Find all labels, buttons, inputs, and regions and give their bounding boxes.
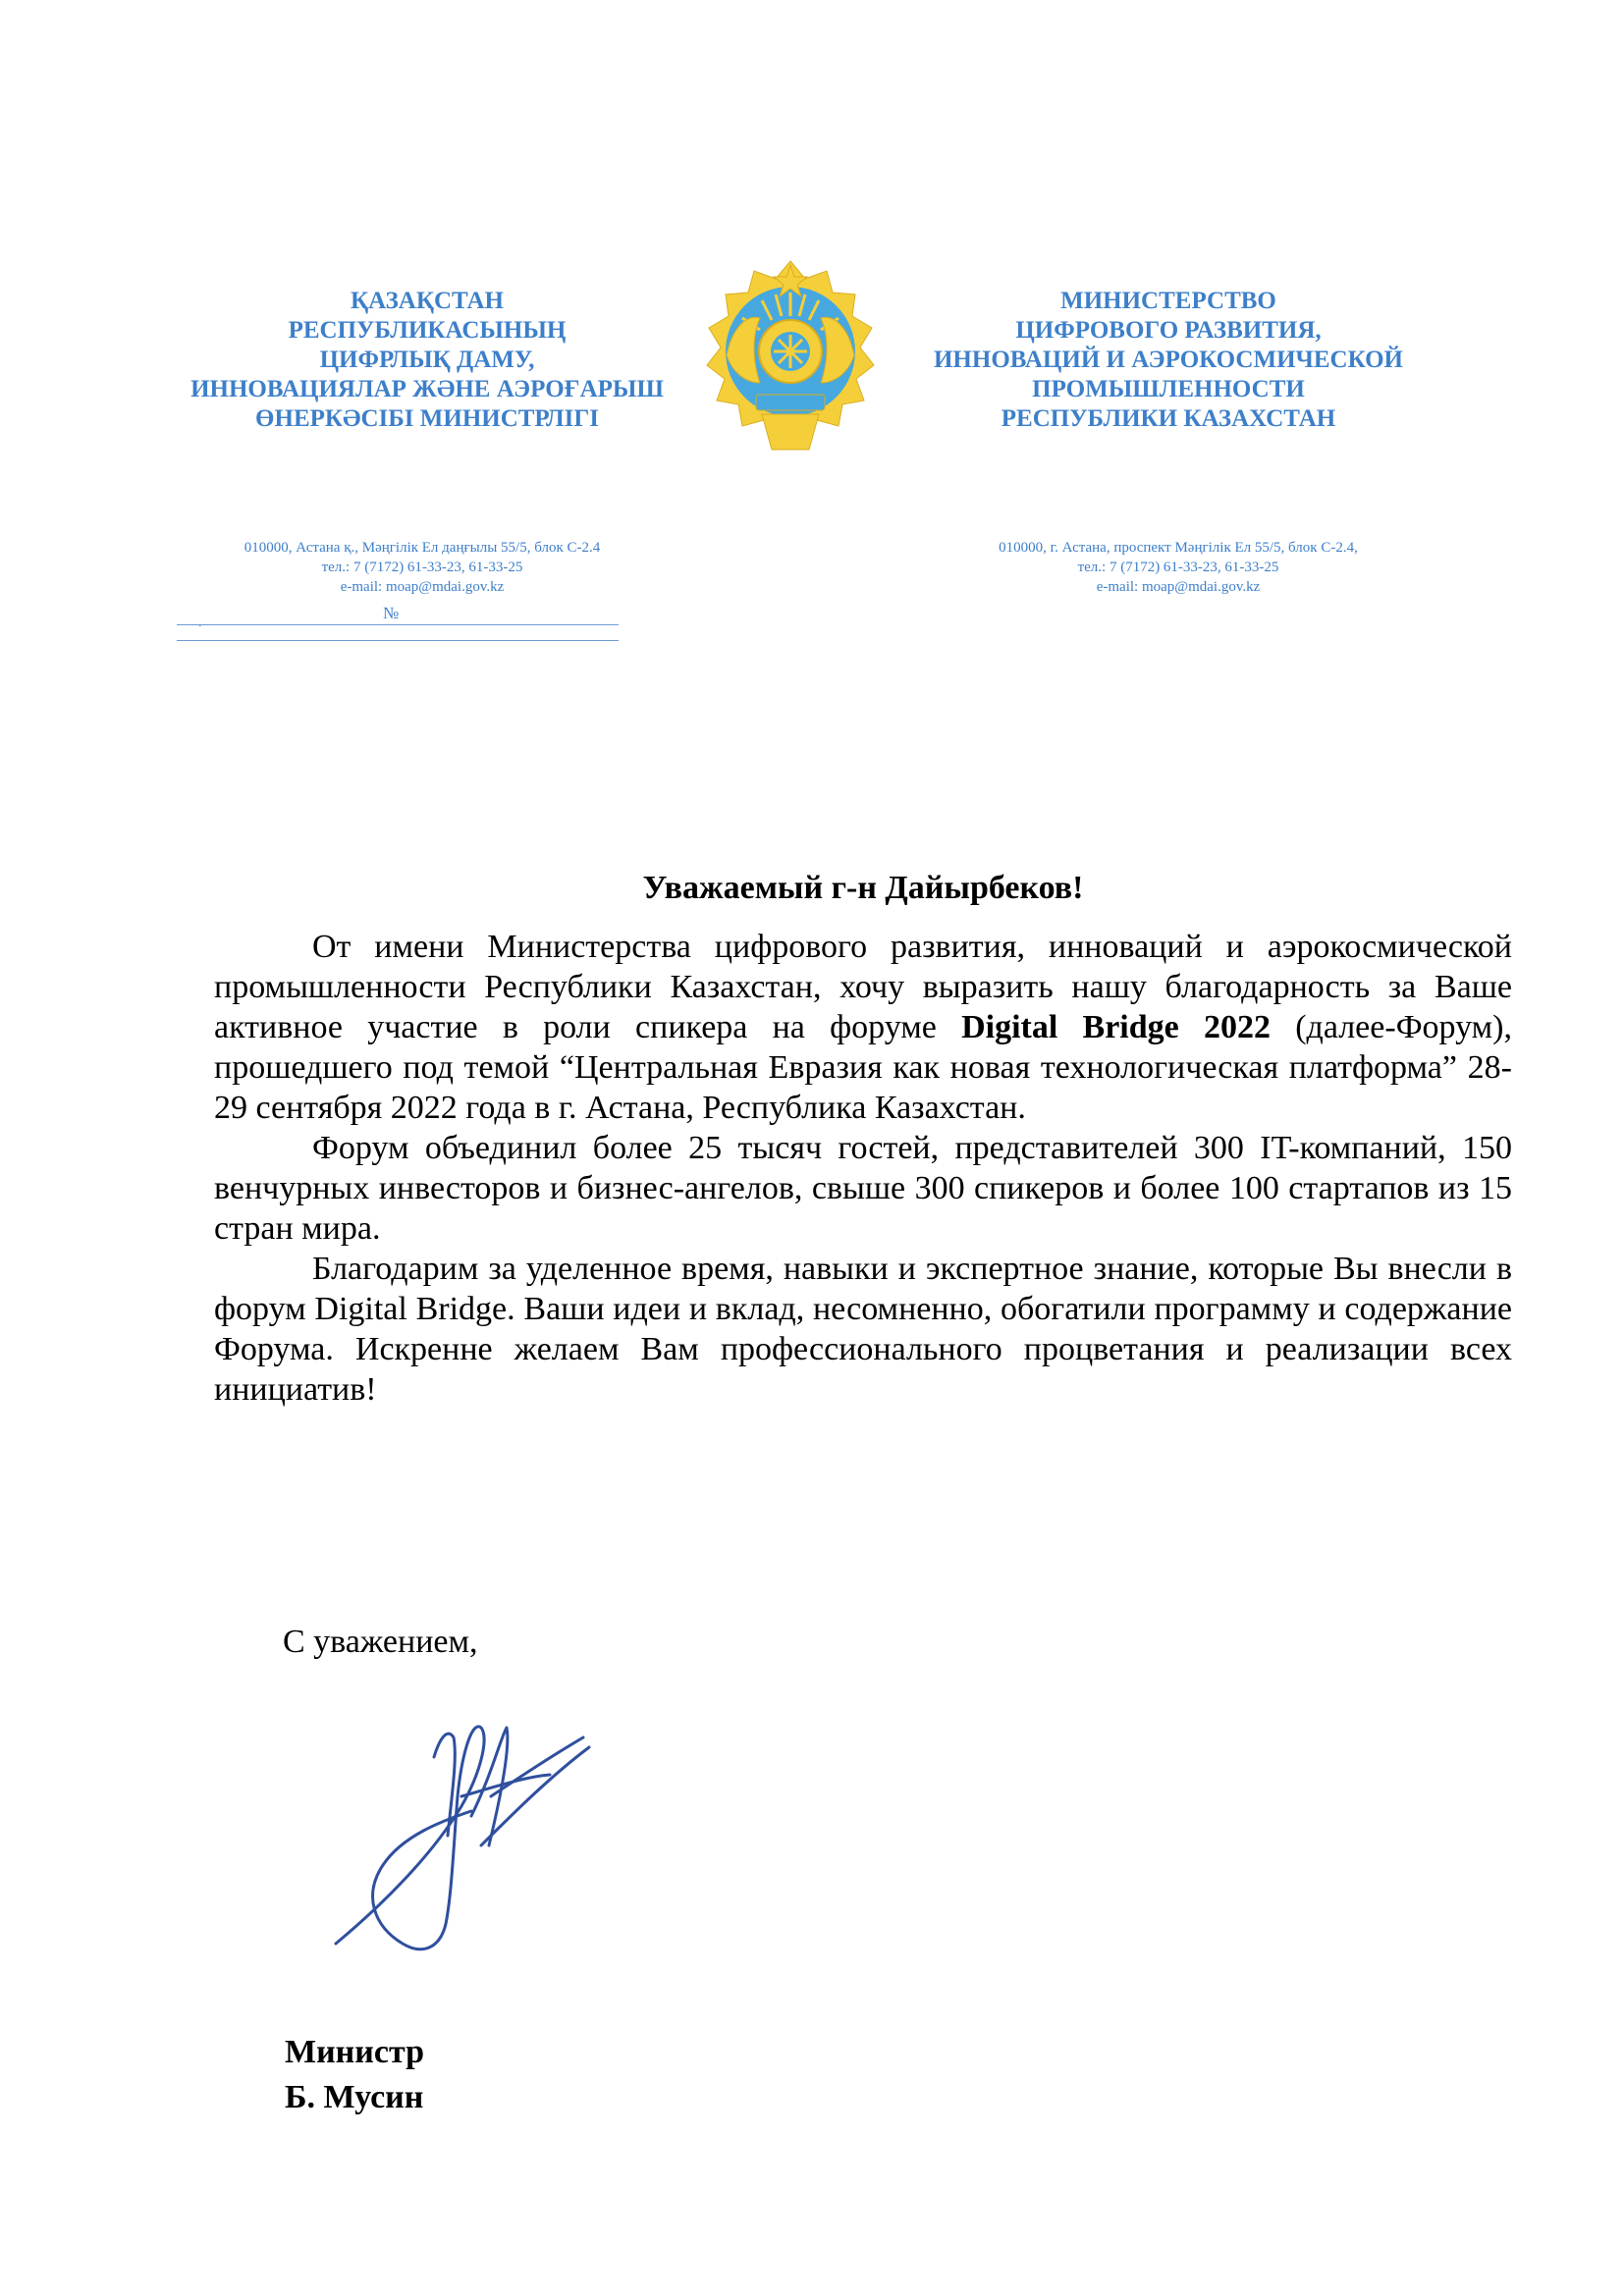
paragraph-1-text: От имени Министерства цифрового развития, инноваций и аэрокосмической промышленности Республики Казахстан, хочу выразить нашу благодарность за Ваше активное участие в роли спикера на форуме	[214, 929, 1512, 1045]
email-line: e-mail: moap@mdai.gov.kz	[1096, 579, 1261, 595]
phone-line: тел.: 7 (7172) 61-33-23, 61-33-25	[321, 560, 523, 575]
signatory-title: Министр	[285, 2034, 424, 2070]
paragraph-2: Форум объединил более 25 тысяч гостей, представителей 300 IT-компаний, 150 венчурных инвесторов и бизнес-ангелов, свыше 300 спикеров и более 100 стартапов из 15 стран мира.	[214, 1130, 1512, 1247]
address-russian	[943, 538, 1414, 597]
ministry-name-russian-line: ПРОМЫШЛЕННОСТИ	[1032, 376, 1305, 402]
event-name: Digital Bridge 2022	[961, 1009, 1271, 1045]
divider	[177, 624, 619, 625]
letter-body	[214, 868, 1512, 1410]
ministry-name-kazakh-line: ИННОВАЦИЯЛАР ЖӘНЕ АЭРОҒАРЫШ	[190, 376, 664, 402]
address-line: 010000, г. Астана, проспект Мәңгілік Ел 55/5, блок С-2.4,	[999, 540, 1358, 556]
handwritten-signature	[324, 1698, 609, 1983]
address-kazakh	[187, 538, 658, 597]
paragraph-1	[214, 927, 1512, 1128]
ministry-name-russian-line: РЕСПУБЛИКИ КАЗАХСТАН	[1001, 405, 1336, 432]
divider	[177, 640, 619, 641]
ministry-name-kazakh-line: ҚАЗАҚСТАН	[351, 288, 504, 314]
registration-dot: .	[198, 615, 202, 630]
kazakhstan-state-emblem-icon	[703, 257, 878, 457]
paragraph-3: Благодарим за уделенное время, навыки и экспертное знание, которые Вы внесли в форум Digital Bridge. Ваши идеи и вклад, несомненно, обогатили программу и содержание Форума. Искренне желаем Вам профессионального процветания и реализации всех инициатив!	[214, 1251, 1512, 1408]
registration-number-field	[177, 604, 619, 654]
paragraph-1-text-cont: (далее-Форум), прошедшего под темой “Центральная Евразия как новая технологическая платформа” 28-29 сентября 2022 года в г. Астана, Республика Казахстан.	[214, 1009, 1512, 1126]
number-sign: №	[383, 604, 400, 622]
phone-line: тел.: 7 (7172) 61-33-23, 61-33-25	[1077, 560, 1279, 575]
ministry-name-kazakh	[167, 287, 687, 434]
ministry-name-kazakh-line: ЦИФРЛЫҚ ДАМУ,	[319, 347, 535, 373]
ministry-name-russian-line: ИННОВАЦИЙ И АЭРОКОСМИЧЕСКОЙ	[933, 347, 1403, 373]
ministry-name-kazakh-line: РЕСПУБЛИКАСЫНЫҢ	[288, 317, 567, 344]
salutation: Уважаемый г-н Дайырбеков!	[642, 870, 1084, 906]
ministry-name-russian-line: МИНИСТЕРСТВО	[1060, 288, 1276, 314]
ministry-name-russian	[903, 287, 1434, 434]
ministry-name-russian-line: ЦИФРОВОГО РАЗВИТИЯ,	[1015, 317, 1322, 344]
address-line: 010000, Астана қ., Мәңгілік Ел даңғылы 55/5, блок С-2.4	[244, 540, 601, 556]
ministry-name-kazakh-line: ӨНЕРКӘСІБІ МИНИСТРЛІГІ	[255, 405, 599, 432]
closing: С уважением,	[283, 1624, 478, 1660]
signatory-name: Б. Мусин	[285, 2079, 424, 2115]
email-line: e-mail: moap@mdai.gov.kz	[340, 579, 505, 595]
